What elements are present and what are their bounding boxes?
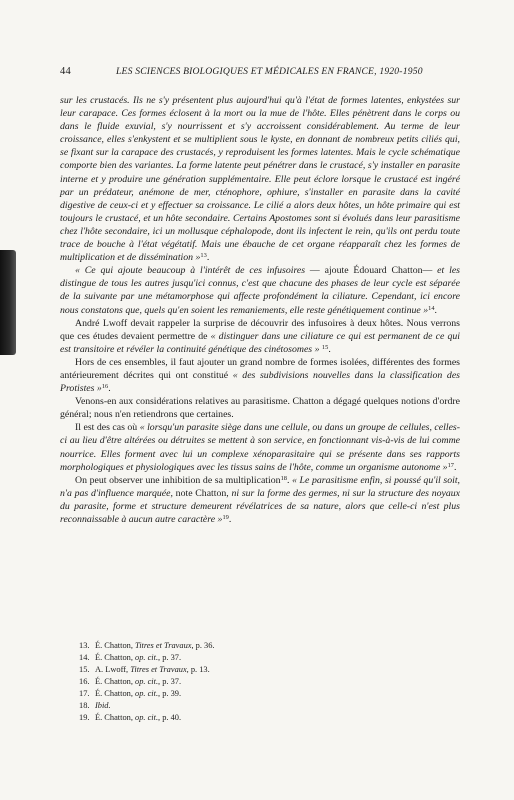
punctuation: .	[453, 461, 457, 473]
quote-text: « Le parasitisme enfin, si poussé qu'il soit, n'a pas d'influence marquée,	[60, 474, 460, 499]
text: On peut observer une inhibition de sa multiplication	[75, 474, 281, 486]
paragraph-7	[60, 474, 460, 526]
text: Venons-en aux considérations relatives au parasitisme. Chatton a dégagé quelques notions d'ordre général; nous n'en retiendrons que certaines.	[60, 396, 460, 421]
quote-text: ni sur la forme des germes, ni sur la structure des noyaux du parasite, forme et structure demeurent révélatrices de sa nature, alors que celle-ci n'est plus reconnaissable à aucun autre caractère »	[60, 487, 460, 525]
quote-text: sur les crustacés. Ils ne s'y présentent plus aujourd'hui qu'à l'état de formes latentes, enkystées sur leur carapace. Ces formes éclosent à la mort ou la mue de l'hôte. Elles pénètrent dans le corps ou dans le fluide exuvial, s'y nourrissent et s'y accroissent considérablement. Au terme de leur croissance, elles s'enkystent et se multiplient sous le kyste, en donnant de nombreux petits ciliés qui, se fixant sur la carapace des crustacés, y reproduisent les formes latentes. Mais le cycle schématique comporte bien des variantes. La forme latente peut pénétrer dans le crustacé, s'y installer en parasite interne et y produire une génération supplémentaire. Elle peut éclore lorsque le crustacé est ingéré par un prédateur, anémone de mer, cténophore, ophiure, s'installer en parasite dans la cavité digestive de ceux-ci et y effectuer sa croissance. Le cilié a alors deux hôtes, un hôte primaire qui est toujours le crustacé, et un hôte secondaire. Certains Apostomes sont si évolués dans leur parasitisme chez l'hôte secondaire, ici un mollusque céphalopode, dont ils infectent le rein, qu'ils ont perdu toute trace de bouche à l'état végétatif. Mais une ébauche de cet organe réapparaît chez les formes de multiplication et de dissémination »	[60, 95, 460, 264]
footnote-ref-14[interactable]: 14	[428, 304, 435, 312]
paragraph-4	[60, 356, 460, 395]
punctuation: .	[228, 514, 232, 525]
attribution-text: note Chatton,	[172, 487, 232, 499]
footnote-ref-17[interactable]: 17	[447, 461, 454, 469]
punctuation: .	[328, 343, 331, 355]
quote-text: et les distingue de tous les autres jusqu'ici connus, c'est que chacune des phases de leur cycle est séparée de la suivante par une métamorphose qui affecte profondément la ciliature. Cependant, ici encore nous constatons que, quels qu'en soient les remaniements, elle reste génétiquement continue »	[60, 265, 460, 316]
footnote-16: 16. É. Chatton, op. cit., p. 37.	[79, 677, 182, 686]
footnote-17: 17. É. Chatton, op. cit., p. 39.	[79, 689, 182, 698]
footnotes	[79, 640, 399, 724]
body-text	[60, 94, 460, 526]
quote-text: « des subdivisions nouvelles dans la classification des Protistes »	[60, 369, 460, 395]
quote-text: « lorsqu'un parasite siège dans une cellule, ou dans un groupe de cellules, celles-ci au lieu d'être altérées ou détruites se mettent à son service, en fonctionnant vis-à-vis de lui comme nourrice. Elles forment avec lui un complexe xénoparasitaire qui se présente dans ses rapports morphologiques et physiologiques avec les tissus sains de l'hôte, comme un organisme autonome »	[60, 422, 460, 473]
footnote-ref-16[interactable]: 16	[101, 383, 109, 391]
punctuation: .	[206, 252, 210, 264]
footnote-ref-13[interactable]: 13	[200, 252, 207, 260]
paragraph-5	[60, 395, 460, 421]
paragraph-1	[60, 94, 460, 264]
paragraph-2	[60, 264, 460, 316]
footnote-19: 19. É. Chatton, op. cit., p. 40.	[79, 713, 182, 722]
footnote-ref-18[interactable]: 18	[280, 474, 287, 482]
text: Il est des cas où	[75, 422, 140, 434]
scan-binding-shadow	[0, 250, 16, 355]
page-number: 44	[60, 66, 71, 77]
footnote-14: 14. É. Chatton, op. cit., p. 37.	[79, 653, 182, 662]
punctuation: .	[108, 383, 111, 395]
footnote-13: 13. É. Chatton, Titres et Travaux, p. 36.	[79, 641, 215, 650]
footnote-ref-19[interactable]: 19	[222, 514, 229, 521]
footnote-15: 15. A. Lwoff, Titres et Travaux, p. 13.	[79, 665, 210, 674]
attribution-text: — ajoute Édouard Chatton—	[305, 265, 438, 277]
running-title: LES SCIENCES BIOLOGIQUES ET MÉDICALES EN FRANCE, 1920-1950	[116, 66, 423, 77]
punctuation: .	[286, 474, 293, 486]
quote-text: « distinguer dans une ciliature ce qui est permanent de ce qui est transitoire et révéler la continuité génétique des cinétosomes »	[60, 330, 460, 355]
paragraph-6	[60, 421, 460, 473]
footnote-ref-15[interactable]: 15	[321, 343, 329, 351]
paragraph-3	[60, 317, 460, 356]
text: André Lwoff devait rappeler la surprise de découvrir des infusoires à deux hôtes. Nous verrons que ces études devaient permettre de	[60, 317, 460, 342]
text: Hors de ces ensembles, il faut ajouter un grand nombre de formes isolées, différentes des formes antérieurement décrites qui ont constitué	[60, 356, 460, 381]
quote-text: « Ce qui ajoute beaucoup à l'intérêt de ces infusoires	[75, 265, 306, 277]
footnote-18: 18. Ibid.	[79, 701, 111, 710]
punctuation: .	[434, 304, 437, 316]
